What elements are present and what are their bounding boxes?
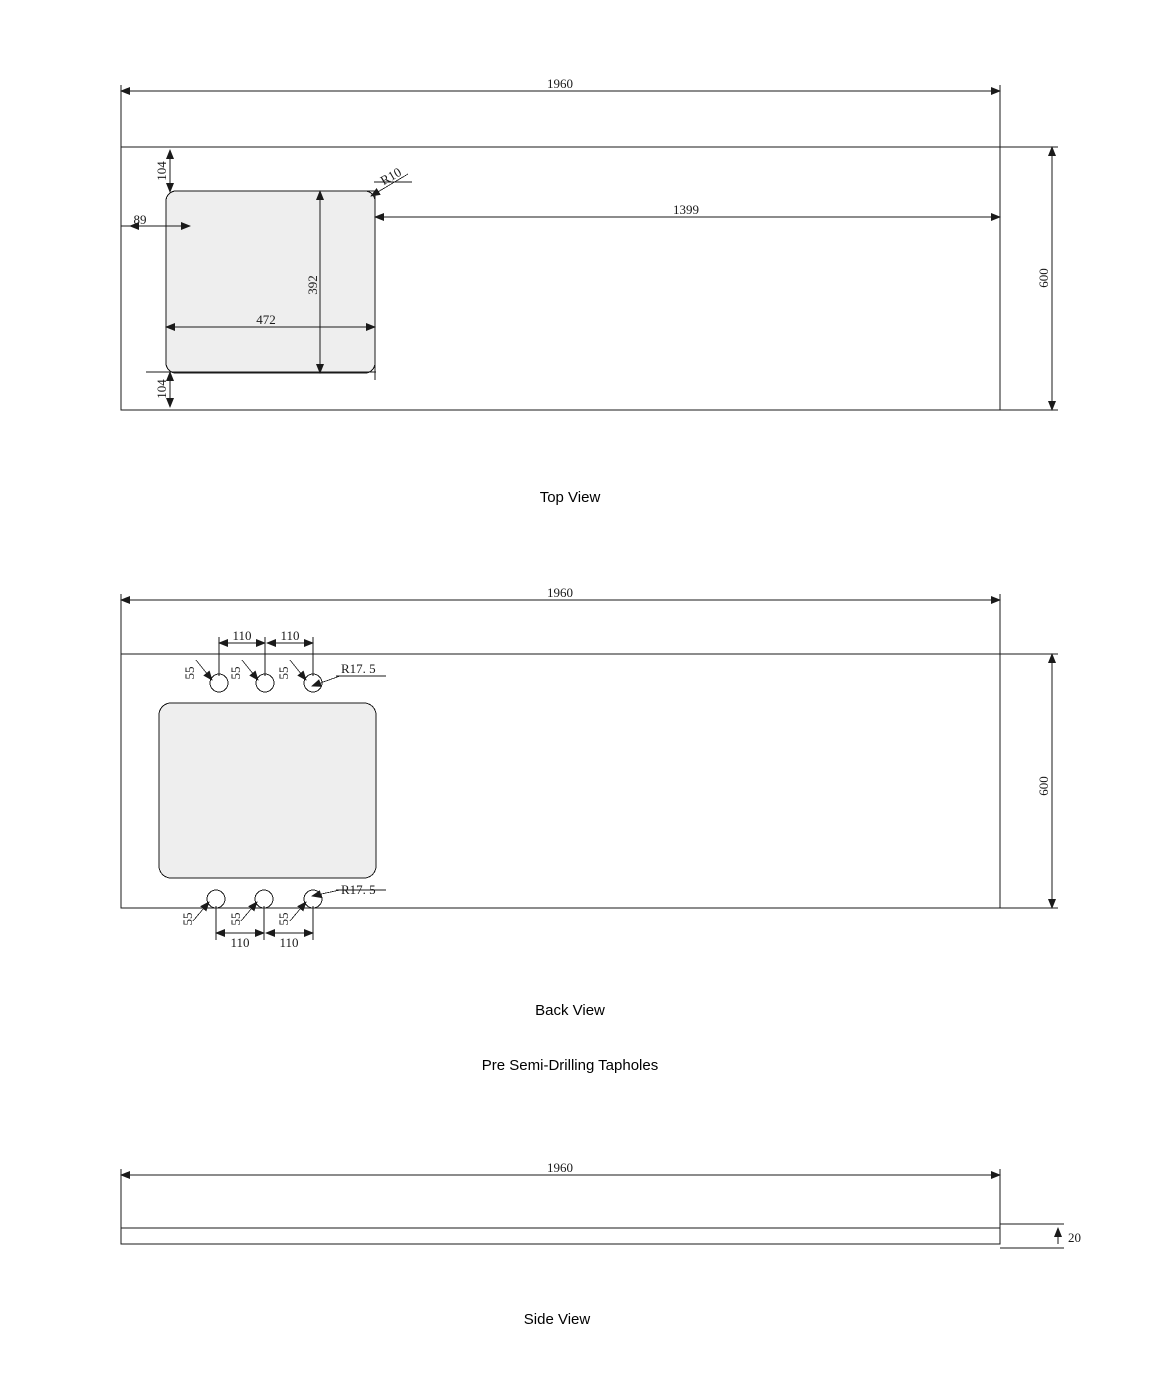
dim-top-basin-bottom-offset: 104 (154, 379, 169, 399)
taphole-bottom-1 (207, 890, 225, 908)
dim-top-basin-height: 392 (305, 275, 320, 295)
dim-top-basin-top-offset: 104 (154, 161, 169, 181)
side-view-group (121, 1169, 1064, 1248)
dim-back-bottom-edge-1: 55 (180, 912, 195, 926)
dim-top-corner-radius: R10 (377, 164, 404, 189)
taphole-top-1 (210, 674, 228, 692)
back-view-caption-line-1: Back View (535, 1002, 605, 1019)
side-view-caption (420, 1275, 694, 1364)
dim-top-overall-length: 1960 (547, 76, 573, 91)
dim-back-overall-depth: 600 (1036, 776, 1051, 796)
dim-top-basin-left-offset: 89 (133, 212, 147, 227)
dim-back-top-edge-1: 55 (182, 666, 197, 680)
back-view-basin-area (159, 703, 376, 878)
dim-top-right-offset: 1399 (673, 202, 699, 217)
dim-back-bottom-spacing-1: 110 (230, 935, 250, 950)
top-view-caption (433, 453, 707, 542)
dim-back-top-edge-2: 55 (228, 666, 243, 680)
back-view-caption (433, 966, 707, 1110)
dim-back-top-spacing-2: 110 (280, 628, 300, 643)
dim-back-bottom-spacing-2: 110 (279, 935, 299, 950)
dim-back-taphole-radius-top: R17. 5 (341, 661, 376, 676)
dim-side-overall-length: 1960 (547, 1160, 573, 1175)
dim-back-overall-length: 1960 (547, 585, 573, 600)
top-view-basin-cutout (166, 191, 375, 373)
side-view-caption-line: Side View (523, 1311, 591, 1328)
dim-back-bottom-edge-3: 55 (276, 912, 291, 926)
taphole-bottom-3 (304, 890, 322, 908)
side-view-slab (121, 1228, 1000, 1244)
back-view-group (121, 594, 1058, 940)
dim-back-bottom-edge-2: 55 (228, 912, 243, 926)
top-view-group (121, 85, 1058, 410)
dim-side-thickness: 20 (1068, 1230, 1081, 1245)
taphole-bottom-2 (255, 890, 273, 908)
dim-back-taphole-radius-bottom: R17. 5 (341, 882, 376, 897)
dim-back-top-spacing-1: 110 (232, 628, 252, 643)
dim-back-top-edge-3: 55 (276, 666, 291, 680)
top-view-caption-line: Top View (539, 489, 601, 506)
dim-top-overall-depth: 600 (1036, 268, 1051, 288)
dim-top-basin-width: 472 (256, 312, 276, 327)
taphole-top-2 (256, 674, 274, 692)
back-view-caption-line-2: Pre Semi-Drilling Tapholes (481, 1057, 659, 1074)
